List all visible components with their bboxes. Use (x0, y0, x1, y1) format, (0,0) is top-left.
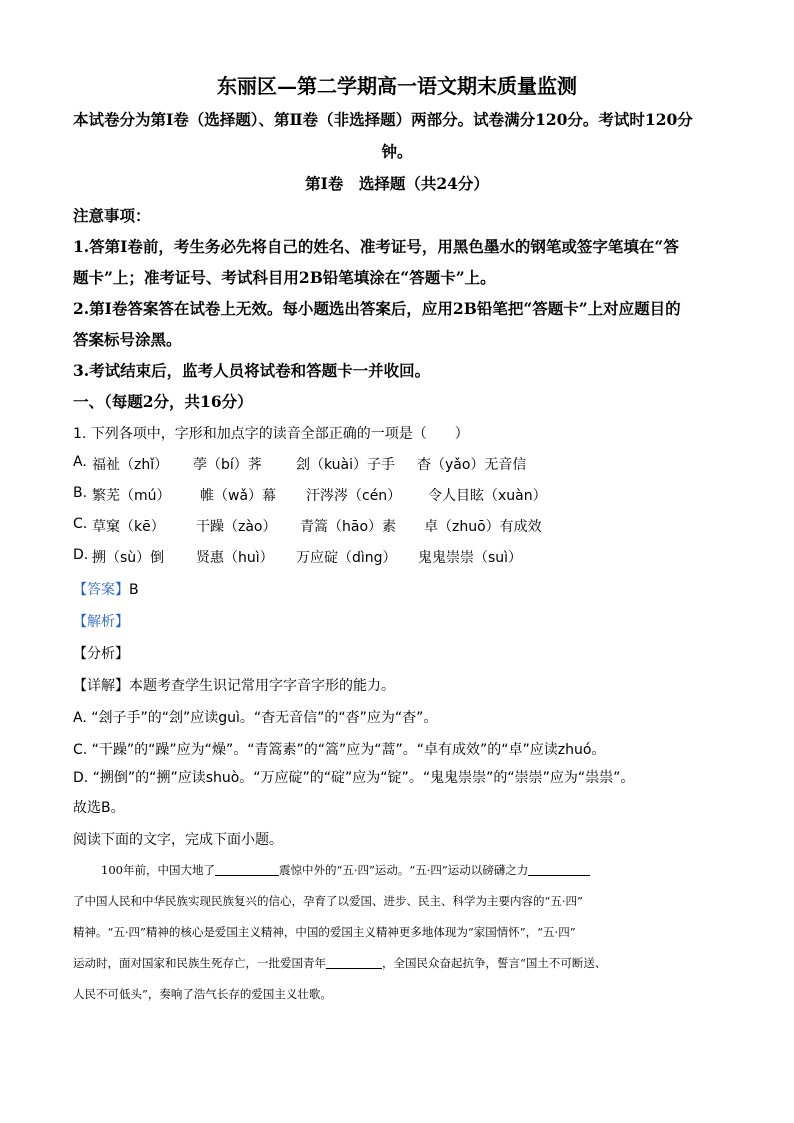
reading-instruction: 阅读下面的文字，完成下面小题。 (73, 832, 283, 848)
option-a-item-3: 刽（kuài）子手 (296, 457, 396, 473)
note-1-line-2: 题卡”上；准考证号、考试科目用2B铅笔填涂在“答题卡”上。 (73, 268, 496, 287)
passage-line-4b: ，全国民众奋起抗争，誓言“国土不可断送、 (382, 956, 607, 970)
option-a-label: A. (73, 454, 87, 470)
passage-line-5: 人民不可低头”，奏响了浩气长存的爱国主义壮歌。 (73, 987, 332, 1001)
option-a-item-2: 荸（bí）荠 (193, 457, 262, 473)
answer-line: 【答案】B (73, 582, 139, 598)
conclusion: 故选B。 (73, 800, 125, 816)
intro-line-1: 本试卷分为第Ⅰ卷（选择题）、第Ⅱ卷（非选择题）两部分。试卷满分120分。考试时120分 (73, 110, 693, 129)
option-d-item-4: 鬼鬼崇崇（suì） (418, 550, 523, 566)
blank-2 (528, 863, 590, 876)
explanation-c: C. “干躁”的“躁”应为“燥”。“青篙素”的“篙”应为“蒿”。“卓有成效”的“卓”应读zhuó。 (73, 742, 606, 758)
note-2-line-1: 2.第Ⅰ卷答案答在试卷上无效。每小题选出答案后，应用2B铅笔把“答题卡”上对应题目的 (73, 299, 681, 318)
explanation-a: A. “刽子手”的“刽”应读guì。“杳无音信”的“沓”应为“杳”。 (73, 710, 438, 726)
note-1-line-1: 1.答第Ⅰ卷前，考生务必先将自己的姓名、准考证号，用黑色墨水的钢笔或签字笔填在“答 (73, 237, 679, 256)
option-b-label: B. (73, 485, 88, 501)
section-title: 第Ⅰ卷 选择题（共24分） (305, 174, 489, 193)
blank-1 (215, 863, 279, 876)
option-c-item-1: 草窠（kē） (92, 519, 165, 535)
answer-tag: 答案 (87, 582, 115, 598)
question-1-stem: 1. 下列各项中，字形和加点字的读音全部正确的一项是（ ） (73, 426, 469, 442)
option-d-item-2: 贤惠（huì） (196, 550, 274, 566)
note-2-line-2: 答案标号涂黑。 (73, 330, 182, 349)
option-b-item-4: 令人目眩（xuàn） (428, 488, 547, 504)
analysis-sub-tag: 分析 (87, 646, 115, 662)
explanation-d: D. “搠倒”的“搠”应读shuò。“万应碇”的“碇”应为“锭”。“鬼鬼崇崇”的“崇崇”应为“祟祟”。 (73, 770, 635, 786)
analysis-tag: 解析 (87, 614, 115, 630)
passage-line-1a: 100年前，中国大地了 (101, 863, 215, 877)
analysis-line: 【解析】 (73, 614, 129, 630)
passage-line-1b: 震惊中外的“五·四”运动。“五·四”运动以磅礴之力 (278, 863, 529, 877)
passage-line-1 (101, 862, 590, 878)
passage-line-4a: 运动时，面对国家和民族生死存亡，一批爱国青年 (73, 956, 326, 970)
option-c-item-3: 青篙（hāo）素 (300, 519, 397, 535)
option-d-item-1: 搠（sù）倒 (92, 550, 165, 566)
option-c-label: C. (73, 516, 88, 532)
option-d-label: D. (73, 547, 89, 563)
analysis-sub-line: 【分析】 (73, 646, 129, 662)
option-d-item-3: 万应碇（dìng） (296, 550, 397, 566)
exam-title: 东丽区—第二学期高一语文期末质量监测 (217, 74, 577, 98)
intro-line-2: 钟。 (381, 142, 413, 161)
option-b-item-3: 汗涔涔（cén） (306, 488, 402, 504)
option-b-item-2: 帷（wǎ）幕 (200, 488, 277, 504)
detail-text: 本题考查学生识记常用字字音字形的能力。 (129, 678, 395, 694)
passage-line-4 (73, 955, 606, 971)
option-a-item-4: 杳（yǎo）无音信 (417, 457, 527, 473)
detail-tag: 详解 (87, 678, 115, 694)
passage-line-3: 精神。“五·四”精神的核心是爱国主义精神，中国的爱国主义精神更多地体现为“家国情怀”，“五·四” (73, 925, 576, 939)
note-3: 3.考试结束后，监考人员将试卷和答题卡一并收回。 (73, 361, 431, 380)
option-c-item-2: 干躁（zào） (196, 519, 277, 535)
blank-3 (326, 956, 382, 969)
notes-heading: 注意事项： (73, 206, 151, 225)
part-1-heading: 一、（每题2分，共16分） (73, 392, 253, 411)
option-a-item-1: 福祉（zhǐ） (92, 457, 169, 473)
option-c-item-4: 卓（zhuō）有成效 (424, 519, 542, 535)
answer-value: B (129, 582, 139, 598)
passage-line-2: 了中国人民和中华民族实现民族复兴的信心，孕育了以爱国、进步、民主、科学为主要内容的“五·四” (73, 894, 583, 908)
detail-line: 【详解】本题考查学生识记常用字字音字形的能力。 (73, 678, 395, 694)
option-b-item-1: 繁芜（mú） (92, 488, 171, 504)
